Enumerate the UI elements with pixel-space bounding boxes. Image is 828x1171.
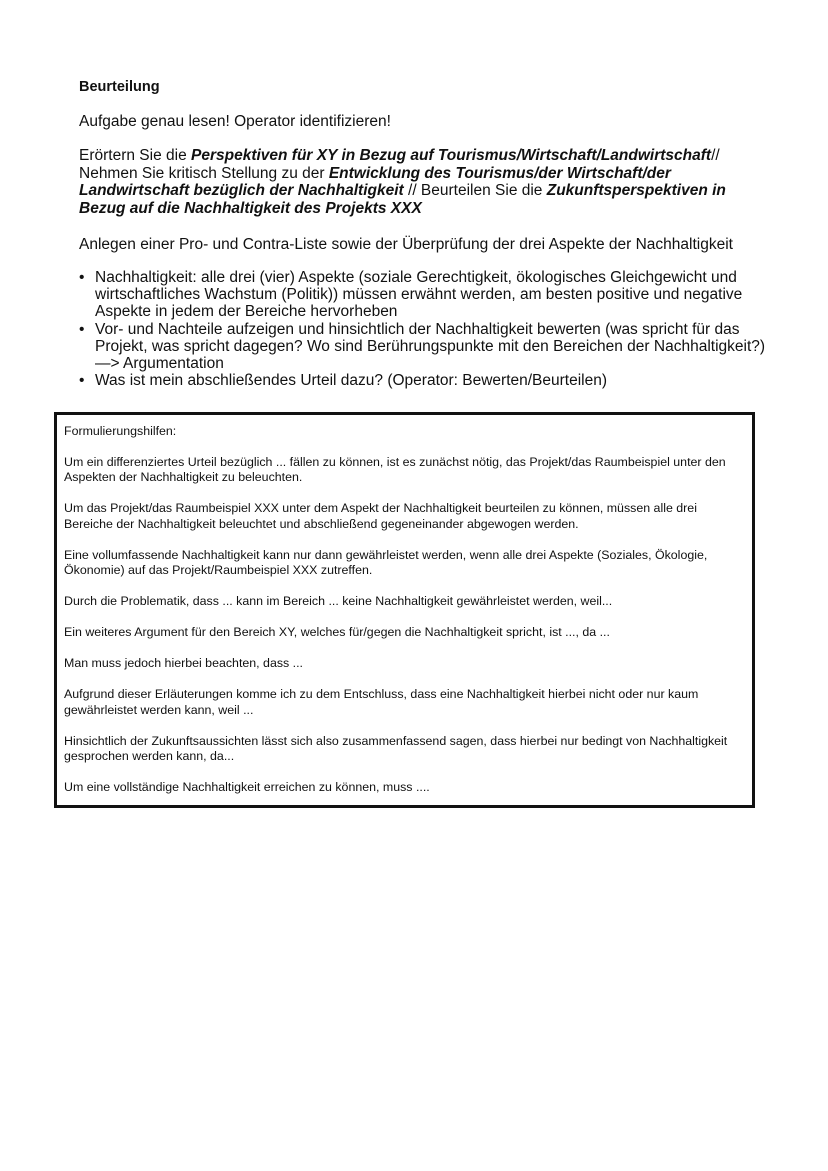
list-item-text: Was ist mein abschließendes Urteil dazu? (Operator: Bewerten/Beurteilen): [95, 372, 608, 390]
bullet-icon: •: [79, 269, 85, 286]
phrase-item: Aufgrund dieser Erläuterungen komme ich zu dem Entschluss, dass eine Nachhaltigkeit hierbei nicht oder nur kaum gewährleistet werden kann, weil ...: [64, 687, 699, 717]
list-item: [79, 320, 775, 373]
bullet-icon: •: [79, 320, 85, 338]
task-emphasis-future: Zukunftsperspektiven in Bezug auf die Nachhaltigkeit des Projekts XXX: [79, 182, 726, 217]
phrase-item: Um ein differenziertes Urteil bezüglich ... fällen zu können, ist es zunächst nötig, das Projekt/das Raumbeispiel unter den Aspekten der Nachhaltigkeit zu beleuchten.: [64, 454, 726, 484]
help-box-title: Formulierungshilfen:: [64, 424, 177, 438]
task-text: Erörtern Sie die: [79, 147, 191, 164]
list-item: [79, 372, 775, 390]
task-separator: // Beurteilen Sie die: [403, 182, 547, 199]
phrase-item: Um eine vollständige Nachhaltigkeit erreichen zu können, muss ....: [64, 780, 430, 794]
phrase-item: Ein weiteres Argument für den Bereich XY, welches für/gegen die Nachhaltigkeit spricht, ist ..., da ...: [64, 625, 610, 639]
list-item-text: Vor- und Nachteile aufzeigen und hinsichtlich der Nachhaltigkeit bewerten (was spricht für das Projekt, was spricht dagegen? Wo sind Berührungspunkte mit den Bereichen der Nachhaltigkeit?) —> Argumentation: [95, 320, 766, 373]
phrase-item: Man muss jedoch hierbei beachten, dass ...: [64, 656, 303, 670]
list-item-text: Nachhaltigkeit: alle drei (vier) Aspekte (soziale Gerechtigkeit, ökologisches Gleichgewicht und wirtschaftliches Wachstum (Politik)) müssen erwähnt werden, am besten positive und negative Aspekte in jedem der Bereiche hervorheben: [95, 269, 743, 321]
bullet-icon: •: [79, 372, 85, 390]
phrase-item: Eine vollumfassende Nachhaltigkeit kann nur dann gewährleistet werden, wenn alle drei Aspekte (Soziales, Ökologie, Ökonomie) auf das Projekt/Raumbeispiel XXX zutreffen.: [64, 547, 708, 577]
task-emphasis-development: Entwicklung des Tourismus/der Wirtschaft/der Landwirtschaft bezüglich der Nachhaltigkeit: [79, 164, 671, 199]
page-title: Beurteilung: [79, 79, 160, 95]
phrase-item: Hinsichtlich der Zukunftsaussichten lässt sich also zusammenfassend sagen, dass hierbei nur bedingt von Nachhaltigkeit gesprochen werden kann, da...: [64, 733, 728, 763]
list-item: [79, 269, 775, 321]
approach-text: Anlegen einer Pro- und Contra-Liste sowie der Überprüfung der drei Aspekte der Nachhaltigkeit: [79, 236, 733, 253]
phrase-item: Durch die Problematik, dass ... kann im Bereich ... keine Nachhaltigkeit gewährleistet werden, weil...: [64, 594, 613, 608]
criteria-list: [79, 269, 775, 389]
phrase-item: Um das Projekt/das Raumbeispiel XXX unter dem Aspekt der Nachhaltigkeit beurteilen zu können, müssen alle drei Bereiche der Nachhaltigkeit beleuchtet und abschließend gegeneinander abgewogen werden.: [64, 501, 697, 531]
task-emphasis-perspectives: Perspektiven für XY in Bezug auf Tourismus/Wirtschaft/Landwirtschaft: [191, 147, 712, 164]
formulation-help-box: [54, 412, 755, 808]
instruction-text: Aufgabe genau lesen! Operator identifizieren!: [79, 113, 391, 130]
help-box-content: [64, 424, 742, 811]
task-separator: // Nehmen Sie kritisch Stellung zu der: [79, 147, 720, 182]
task-paragraph: [79, 147, 759, 217]
